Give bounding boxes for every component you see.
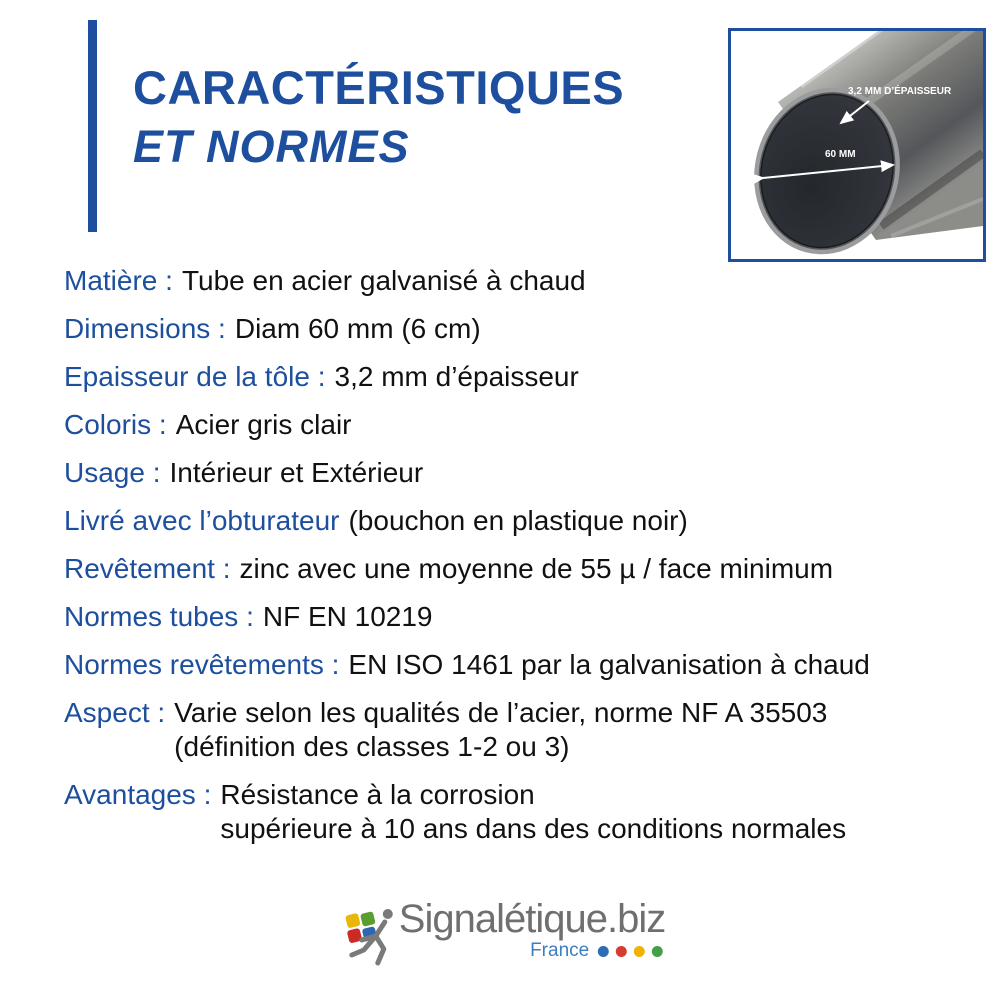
spec-value: Varie selon les qualités de l’acier, norme NF A 35503	[174, 697, 828, 728]
spec-list	[64, 264, 986, 860]
brand-country: France	[530, 940, 590, 961]
brand-dots	[598, 946, 663, 957]
logo-dot	[598, 946, 609, 957]
spec-value: Tube en acier galvanisé à chaud	[181, 265, 586, 296]
logo-dot	[652, 946, 663, 957]
spec-item-avantages	[64, 778, 986, 846]
runner-squares-icon	[335, 904, 397, 970]
brand-name: Signalétique.biz	[398, 897, 666, 941]
spec-item-coloris	[64, 408, 986, 442]
spec-label: Livré avec l’obturateur	[64, 505, 340, 536]
spec-label: Epaisseur de la tôle :	[64, 361, 326, 392]
steel-tube-illustration	[731, 31, 983, 259]
spec-item-epaisseur	[64, 360, 986, 394]
thickness-annotation: 3,2 MM D’ÉPAISSEUR	[848, 86, 952, 97]
spec-value: zinc avec une moyenne de 55 µ / face minimum	[239, 553, 834, 584]
brand-text-block	[399, 898, 665, 962]
logo-dot	[634, 946, 645, 957]
spec-label: Aspect :	[64, 697, 166, 728]
spec-item-matiere	[64, 264, 986, 298]
spec-value: (bouchon en plastique noir)	[348, 505, 688, 536]
title-line-2: ET NORMES	[133, 120, 410, 172]
spec-label: Matière :	[64, 265, 173, 296]
spec-item-dimensions	[64, 312, 986, 346]
spec-value: 3,2 mm d’épaisseur	[334, 361, 579, 392]
spec-item-obturateur	[64, 504, 986, 538]
spec-item-revetement	[64, 552, 986, 586]
spec-label: Normes tubes :	[64, 601, 254, 632]
spec-value: Acier gris clair	[175, 409, 352, 440]
logo-dot	[616, 946, 627, 957]
spec-label: Revêtement :	[64, 553, 231, 584]
spec-item-normes-tubes	[64, 600, 986, 634]
brand-subline	[399, 940, 665, 962]
spec-label: Avantages :	[64, 779, 212, 810]
spec-value: Intérieur et Extérieur	[169, 457, 424, 488]
page-title	[133, 62, 624, 171]
spec-item-aspect	[64, 696, 986, 764]
diameter-annotation: 60 MM	[825, 149, 856, 160]
spec-value: Diam 60 mm (6 cm)	[234, 313, 481, 344]
spec-value: Résistance à la corrosion	[220, 779, 535, 810]
brand-logo	[335, 898, 665, 970]
spec-label: Dimensions :	[64, 313, 226, 344]
title-line-1: CARACTÉRISTIQUES	[133, 61, 625, 114]
title-accent-bar	[88, 20, 97, 232]
spec-label: Normes revêtements :	[64, 649, 340, 680]
spec-item-usage	[64, 456, 986, 490]
product-photo	[728, 28, 986, 262]
spec-value: EN ISO 1461 par la galvanisation à chaud	[348, 649, 870, 680]
spec-label: Coloris :	[64, 409, 167, 440]
spec-label: Usage :	[64, 457, 161, 488]
spec-value-line2: supérieure à 10 ans dans des conditions normales	[220, 813, 847, 844]
spec-value: NF EN 10219	[262, 601, 433, 632]
spec-value-line2: (définition des classes 1-2 ou 3)	[174, 731, 570, 762]
spec-item-normes-revetements	[64, 648, 986, 682]
